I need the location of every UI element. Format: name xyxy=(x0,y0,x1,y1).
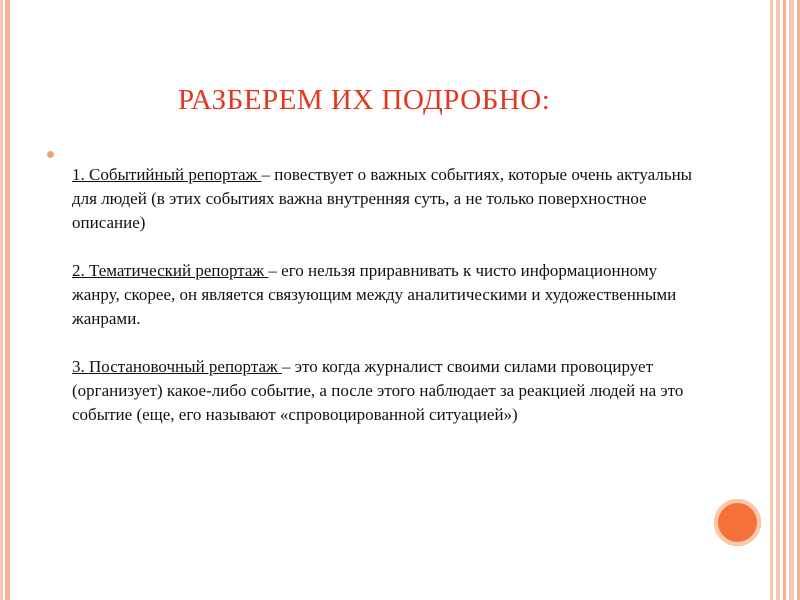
decorative-circle xyxy=(714,499,761,546)
slide-title: РАЗБЕРЕМ ИХ ПОДРОБНО: xyxy=(178,84,551,116)
list-item xyxy=(72,355,697,427)
list-item xyxy=(72,163,697,235)
report-type-description: – его нельзя приравнивать к чисто информационному жанру, скорее, он является связующим между аналитическими и художественными жанрами. xyxy=(72,261,677,328)
right-decorative-stripes xyxy=(764,0,800,600)
stripe xyxy=(770,0,773,600)
report-type-term: 3. Постановочный репортаж xyxy=(72,357,283,376)
list-item xyxy=(72,259,697,331)
bullet-icon xyxy=(47,151,54,158)
report-type-term: 2. Тематический репортаж xyxy=(72,261,269,280)
report-type-description: – это когда журналист своими силами провоцирует (организует) какое-либо событие, а после этого наблюдает за реакцией людей на это событие (еще, его называют «спровоцированной ситуацией») xyxy=(72,357,684,424)
stripe xyxy=(776,0,780,600)
stripe xyxy=(783,0,786,600)
stripe xyxy=(789,0,794,600)
report-type-term: 1. Событийный репортаж xyxy=(72,165,262,184)
report-type-description: – повествует о важных событиях, которые очень актуальны для людей (в этих событиях важна внутренняя суть, а не только поверхностное описание) xyxy=(72,165,693,232)
slide-body xyxy=(47,146,697,451)
left-decorative-stripes xyxy=(0,0,12,600)
stripe xyxy=(0,0,3,600)
stripe xyxy=(5,0,10,600)
